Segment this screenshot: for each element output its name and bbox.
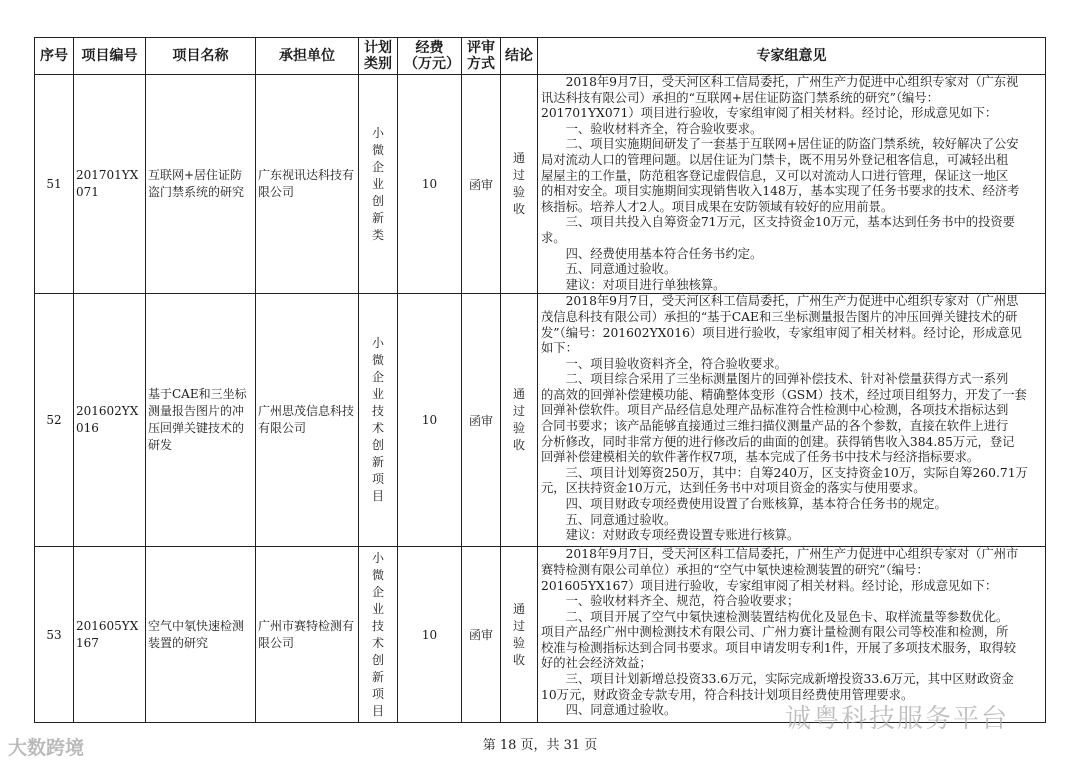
header-review: 评审方式 [462,38,501,75]
opinion-line: 赛特检测有限公司单位）承担的“空气中氡快速检测装置的研究”（编号： [541,562,929,577]
opinion-line: 2018年9月7日，受天河区科工信局委托，广州生产力促进中心组织专家对（广州思 [541,294,1019,309]
opinion-line: 发”（编号：201602YX016）项目进行验收，专家组审阅了相关材料。经讨论，形成意见 [541,325,1022,340]
opinion-line: 2018年9月7日，受天河区科工信局委托，广州生产力促进中心组织专家对（广东视 [541,75,1019,89]
cell-category: 小微企业技术创新项目 [359,547,398,723]
cell-opinion [538,547,1046,723]
cell-no: 52 [35,294,74,547]
cell-funds: 10 [398,547,462,723]
opinion-line: 的高效的回弹补偿建模功能、精确整体变形（GSM）技术，经过项目组努力，开发了一套 [541,387,1027,402]
opinion-line: 10万元，财政资金专款专用，符合科技计划项目经费使用管理要求。 [541,687,914,702]
opinion-line: 一、验收材料齐全、规范，符合验收要求； [541,594,800,609]
opinion-line: 的相对安全。项目实施期间实现销售收入148万，基本实现了任务书要求的技术、经济考 [541,184,1020,199]
cell-review: 函审 [462,294,501,547]
cell-result: 通过验收 [501,294,538,547]
cell-result: 通过验收 [501,75,538,294]
header-category: 计划类别 [359,38,398,75]
cell-no: 51 [35,75,74,294]
header-unit: 承担单位 [256,38,359,75]
opinion-line: 三、项目计划筹资250万，其中：自筹240万，区支持资金10万，实际自筹260.71万 [541,465,1028,480]
cell-name: 互联网+居住证防盗门禁系统的研究 [146,75,256,294]
opinion-line: 四、经费使用基本符合任务书约定。 [541,246,763,261]
opinion-line: 如下： [541,341,578,356]
cell-unit: 广州思茂信息科技有限公司 [256,294,359,547]
cell-review: 函审 [462,547,501,723]
cell-review: 函审 [462,75,501,294]
opinion-line: 201701YX071）项目进行验收，专家组审阅了相关材料。经讨论，形成意见如下： [541,106,998,121]
cell-opinion [538,75,1046,294]
header-no: 序号 [35,38,74,75]
cell-unit: 广州市赛特检测有限公司 [256,547,359,723]
table-row [35,294,1046,547]
opinion-line: 四、项目财政专项经费使用设置了台账核算，基本符合任务书的规定。 [541,497,947,512]
opinion-line: 建议：对财政专项经费设置专账进行核算。 [541,528,800,543]
opinion-line: 核指标。培养人才2人。项目成果在安防领域有较好的应用前景。 [541,199,894,214]
opinion-line: 分析修改，同时非常方便的进行修改后的曲面的创建。获得销售收入384.85万元，登记 [541,434,1015,449]
opinion-line: 局对流动人口的管理问题。以居住证为门禁卡，既不用另外登记租客信息，可减轻出租 [541,152,1009,167]
header-funds: 经费（万元） [398,38,462,75]
page-number: 第 18 页，共 31 页 [482,738,598,753]
header-opinion: 专家组意见 [538,38,1046,75]
opinion-line: 二、项目开展了空气中氡快速检测装置结构优化及显色卡、取样流量等参数优化。 [541,609,1009,624]
project-acceptance-table [34,37,1046,723]
cell-funds: 10 [398,75,462,294]
table-row [35,547,1046,723]
opinion-line: 建议：对项目进行单独核算。 [541,277,726,292]
opinion-line: 讯达科技有限公司）承担的“互联网+居住证防盗门禁系统的研究”（编号： [541,90,939,105]
opinion-line: 二、项目综合采用了三坐标测量图片的回弹补偿技术、针对补偿量获得方式一系列 [541,372,1009,387]
cell-funds: 10 [398,294,462,547]
cell-result: 通过验收 [501,547,538,723]
opinion-line: 二、项目实施期间研发了一套基于互联网+居住证的防盗门禁系统，较好解决了公安 [541,137,1019,152]
header-code: 项目编号 [74,38,146,75]
opinion-line: 五、同意通过验收。 [541,512,677,527]
opinion-line: 回弹补偿软件。项目产品经信息处理产品标准符合性检测中心检测，各项技术指标达到 [541,403,1009,418]
opinion-line: 校准与检测指标达到合同书要求。项目申请发明专利1件，开展了多项技术服务，取得较 [541,640,1017,655]
cell-name: 基于CAE和三坐标测量报告图片的冲压回弹关键技术的研发 [146,294,256,547]
cell-code: 201701YX071 [74,75,146,294]
opinion-line: 合同书要求；该产品能够直接通过三维扫描仪测量产品的各个参数，直接在软件上进行 [541,419,1009,434]
opinion-line: 三、项目计划新增总投资33.6万元，实际完成新增投资33.6万元，其中区财政资金 [541,672,1014,687]
opinion-line: 五、同意通过验收。 [541,262,677,277]
cell-code: 201605YX167 [74,547,146,723]
opinion-line: 求。 [541,230,566,245]
opinion-line: 2018年9月7日，受天河区科工信局委托，广州生产力促进中心组织专家对（广州市 [541,547,1019,562]
opinion-line: 茂信息科技有限公司）承担的“基于CAE和三坐标测量报告图片的冲压回弹关键技术的研 [541,309,1018,324]
opinion-line: 元，区扶持资金10万元，达到任务书中对项目资金的落实与使用要求。 [541,481,926,496]
table-row [35,75,1046,294]
watermark-right: 诚粤科技服务平台 [785,704,1010,734]
cell-no: 53 [35,547,74,723]
opinion-line: 三、项目共投入自筹资金71万元，区支持资金10万元，基本达到任务书中的投资要 [541,215,1015,230]
cell-category: 小微企业技术创新项目 [359,294,398,547]
opinion-line: 四、同意通过验收。 [541,703,677,718]
cell-name: 空气中氡快速检测装置的研究 [146,547,256,723]
cell-code: 201602YX016 [74,294,146,547]
opinion-line: 屋屋主的工作量，防范租客登记虚假信息，又可以对流动人口进行管理，保证这一地区 [541,168,1009,183]
header-name: 项目名称 [146,38,256,75]
opinion-line: 一、项目验收资料齐全，符合验收要求。 [541,356,787,371]
opinion-line: 项目产品经广州中测检测技术有限公司、广州力赛计量检测有限公司等校准和检测，所 [541,625,1009,640]
opinion-line: 好的社会经济效益； [541,656,652,671]
cell-unit: 广东视讯达科技有限公司 [256,75,359,294]
watermark-left: 大数跨境 [8,737,85,759]
opinion-line: 201605YX167）项目进行验收，专家组审阅了相关材料。经讨论，形成意见如下： [541,578,998,593]
header-result: 结论 [501,38,538,75]
opinion-line: 一、验收材料齐全，符合验收要求。 [541,121,763,136]
cell-category: 小微企业创新类 [359,75,398,294]
opinion-line: 回弹补偿建模相关的软件著作权7项，基本完成了任务书中技术与经济指标要求。 [541,450,980,465]
header-row [35,38,1046,75]
cell-opinion [538,294,1046,547]
